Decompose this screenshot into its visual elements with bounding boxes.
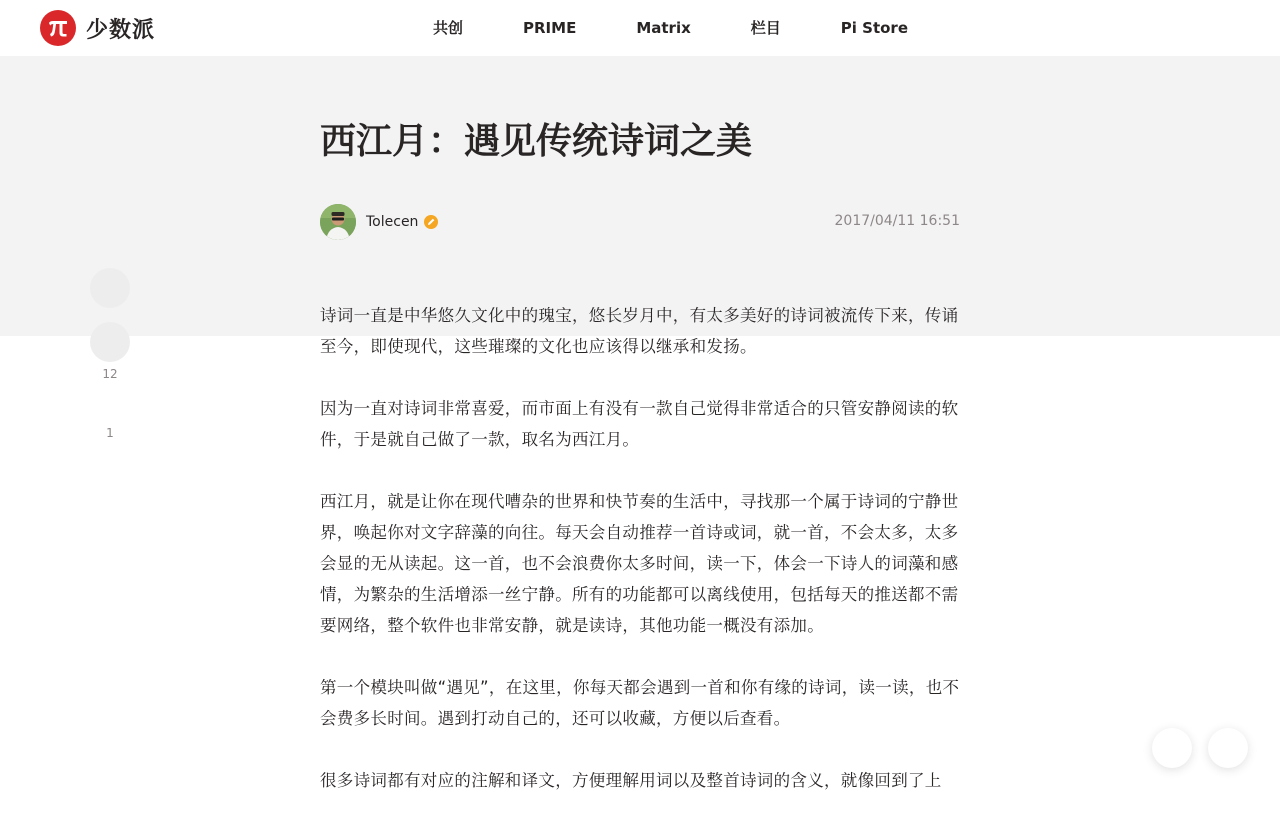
top-navigation-bar [0,0,1280,56]
nav-item-matrix[interactable]: Matrix [636,19,691,37]
nav-item-columns[interactable]: 栏目 [750,19,781,37]
article-paragraph: 因为一直对诗词非常喜爱，而市面上有没有一款自己觉得非常适合的只管安静阅读的软件，于是就自己做了一款，取名为西江月。 [320,399,959,449]
article-paragraph: 诗词一直是中华悠久文化中的瑰宝，悠长岁月中，有太多美好的诗词被流传下来，传诵至今，即使现代，这些璀璨的文化也应该得以继承和发扬。 [320,306,959,356]
author-avatar[interactable] [320,204,356,240]
publish-date: 2017/04/11 16:51 [834,213,960,229]
article-paragraph: 很多诗词都有对应的注解和译文，方便理解用词以及整首诗词的含义，就像回到了上 [320,771,942,790]
article-title: 西江月：遇见传统诗词之美 [320,121,753,162]
back-to-top-floating-button[interactable] [1208,728,1248,768]
comment-count: 1 [106,426,114,440]
article-paragraph: 西江月，就是让你在现代嘈杂的世界和快节奏的生活中，寻找那一个属于诗词的宁静世界，唤起你对文字辞藻的向往。每天会自动推荐一首诗或词，就一首，不会太多，太多会显的无从读起。这一首，也不会浪费你太多时间，读一下，体会一下诗人的词藻和感情，为繁杂的生活增添一丝宁静。所有的功能都可以离线使用，包括每天的推送都不需要网络，整个软件也非常安静，就是读诗，其他功能一概没有添加。 [320,492,959,635]
nav-item-pi-store[interactable]: Pi Store [840,19,908,37]
author-info [320,204,438,240]
article-paragraph: 第一个模块叫做“遇见”，在这里，你每天都会遇到一首和你有缘的诗词，读一读，也不会费多长时间。遇到打动自己的，还可以收藏，方便以后查看。 [320,678,960,728]
main-nav [433,18,908,38]
article-body [320,300,960,827]
article-action-sidebar [90,268,130,440]
verified-pencil-icon [424,215,438,229]
nav-item-prime[interactable]: PRIME [523,19,577,37]
share-floating-button[interactable] [1152,728,1192,768]
pi-logo-icon [40,10,76,46]
nav-item-gongchuang[interactable]: 共创 [433,19,464,37]
article-header-background [0,56,1280,336]
like-button[interactable] [90,268,130,308]
like-count: 12 [102,367,118,381]
logo-text: 少数派 [86,17,156,43]
author-name[interactable]: Tolecen [366,214,419,230]
site-logo[interactable] [40,10,155,46]
comment-button[interactable] [90,322,130,362]
